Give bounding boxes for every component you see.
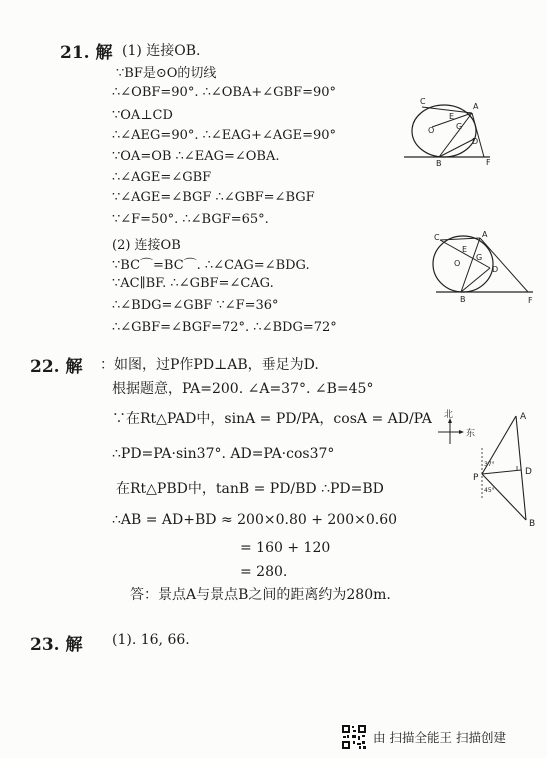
east-label: 东 [466, 429, 476, 439]
q22-fig-angle: 37° [484, 461, 495, 468]
q22-line: ：如图，过P作PD⊥AB，垂足为D. [100, 357, 319, 373]
q22-figure [432, 408, 544, 530]
q23-answer: (1). 16, 66. [112, 632, 190, 648]
scanner-footer [341, 724, 506, 750]
fig2-label: B [460, 295, 466, 304]
q21-line: ∵∠AGE=∠BGF ∴∠GBF=∠BGF [112, 190, 315, 205]
fig2-label: D [492, 265, 499, 274]
q21-figure-1 [402, 95, 512, 167]
q22-line: ∴AB = AD+BD ≈ 200×0.80 + 200×0.60 [112, 512, 398, 528]
q22-answer: 答：景点A与景点B之间的距离约为280m. [130, 587, 391, 603]
q22-fig-label: A [520, 412, 527, 422]
q21-line: ∴∠BDG=∠GBF ∵∠F=36° [112, 298, 279, 313]
fig1-label: E [449, 112, 455, 121]
fig2-label: C [434, 233, 440, 242]
q22-line: 在Rt△PBD中，tanB = PD/BD ∴PD=BD [116, 481, 384, 497]
q21-line: ∵BF是⊙O的切线 [116, 66, 217, 81]
q22-line: 根据题意，PA=200. ∠A=37°. ∠B=45° [112, 381, 374, 397]
q21-part2-label: (2) 连接OB [112, 238, 181, 253]
fig1-label: G [456, 122, 463, 131]
q21-line: ∵∠F=50°. ∴∠BGF=65°. [112, 212, 269, 227]
q22-fig-label: B [529, 519, 536, 529]
fig1-label: F [486, 158, 491, 167]
q22-fig-label: P [473, 473, 479, 483]
fig2-label: O [454, 259, 461, 268]
q21-line: ∴∠AEG=90°. ∴∠EAG+∠AGE=90° [112, 128, 337, 143]
fig2-label: G [476, 253, 483, 262]
q22-fig-angle: 45° [484, 487, 495, 494]
q21-figure-2 [428, 228, 538, 306]
fig2-label: A [482, 230, 488, 239]
fig1-label: B [436, 159, 442, 167]
q21-line: ∵BC⌒=BC⌒. ∴∠CAG=∠BDG. [112, 258, 310, 273]
scanner-footer-text: 由 扫描全能王 扫描创建 [373, 730, 506, 745]
q22-fig-label: D [525, 467, 532, 477]
q21-line: ∴∠OBF=90°. ∴∠OBA+∠GBF=90° [112, 85, 337, 100]
q22-line: = 160 + 120 [240, 540, 331, 556]
fig1-label: C [420, 97, 426, 106]
fig1-label: A [473, 102, 479, 111]
q23-number: 23. 解 [30, 635, 83, 655]
q21-line: ∵AC∥BF. ∴∠GBF=∠CAG. [112, 276, 274, 291]
q22-number: 22. 解 [30, 357, 83, 377]
q21-line: ∵OA=OB ∴∠EAG=∠OBA. [112, 149, 280, 164]
q22-line: = 280. [240, 564, 288, 580]
q21-number: 21. 解 [60, 43, 113, 63]
q21-line: ∴∠AGE=∠GBF [112, 170, 212, 185]
fig1-label: O [428, 126, 435, 135]
north-label: 北 [444, 410, 454, 420]
q21-part1-label: (1) 连接OB. [122, 43, 201, 59]
fig1-label: D [472, 137, 479, 146]
qr-code-icon [341, 724, 367, 750]
fig2-label: E [462, 245, 468, 254]
q22-line: ∵在Rt△PAD中，sinA = PD/PA，cosA = AD/PA [112, 411, 432, 427]
fig2-label: F [528, 296, 533, 305]
q21-line: ∴∠GBF=∠BGF=72°. ∴∠BDG=72° [112, 320, 337, 335]
q22-line: ∴PD=PA·sin37°. AD=PA·cos37° [112, 446, 335, 462]
q21-line: ∵OA⊥CD [112, 108, 173, 123]
